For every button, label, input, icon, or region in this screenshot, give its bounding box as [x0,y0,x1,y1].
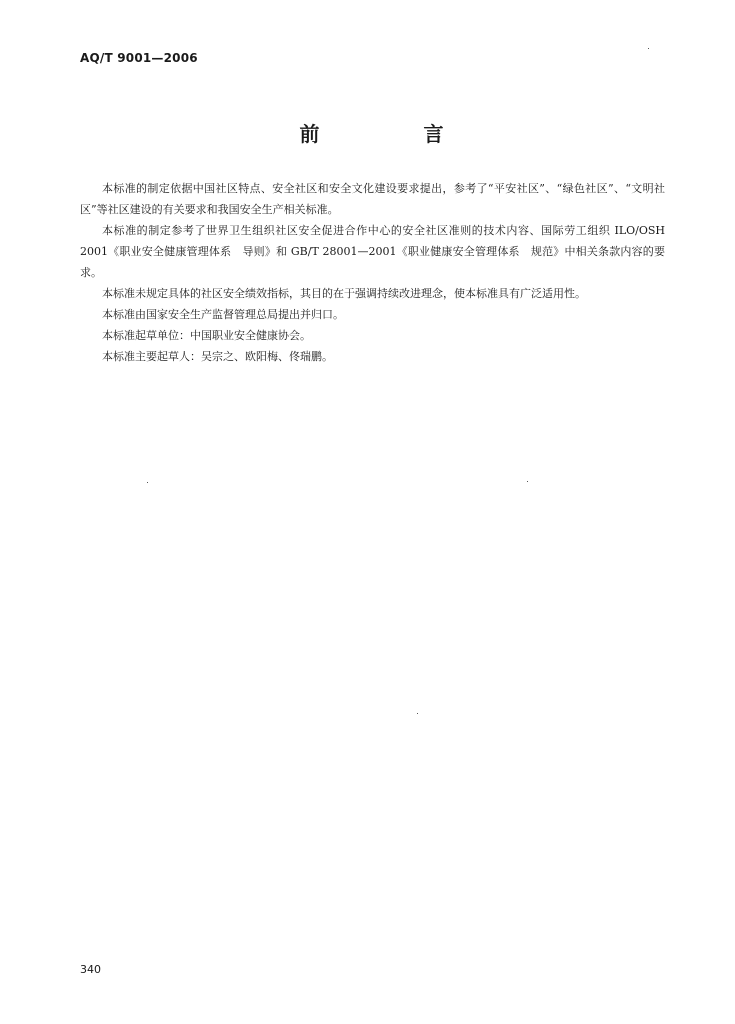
scan-speck [417,713,418,714]
paragraph-references: 本标准的制定参考了世界卫生组织社区安全促进合作中心的安全社区准则的技术内容、国际劳工组织 ILO/OSH 2001《职业安全健康管理体系 导则》和 GB/T 28001—2001《职业健康安全管理体系 规范》中相关条款内容的要求。 [80,224,665,279]
paragraph-basis: 本标准的制定依据中国社区特点、安全社区和安全文化建设要求提出，参考了“平安社区”、“绿色社区”、“文明社区”等社区建设的有关要求和我国安全生产相关标准。 [80,182,665,216]
scan-speck [147,482,148,483]
paragraph-scope: 本标准未规定具体的社区安全绩效指标，其目的在于强调持续改进理念，使本标准具有广泛适用性。 [102,287,586,300]
paragraph-proposer: 本标准由国家安全生产监督管理总局提出并归口。 [102,308,344,321]
standard-code: AQ/T 9001—2006 [80,51,198,65]
paragraph-drafting-unit: 本标准起草单位：中国职业安全健康协会。 [102,329,311,342]
scan-speck [527,481,528,482]
page-title: 前 言 [299,122,486,146]
foreword-body [80,178,665,367]
paragraph-drafters: 本标准主要起草人：吴宗之、欧阳梅、佟瑞鹏。 [102,350,333,363]
scan-speck [648,48,649,49]
page-number: 340 [80,963,101,976]
